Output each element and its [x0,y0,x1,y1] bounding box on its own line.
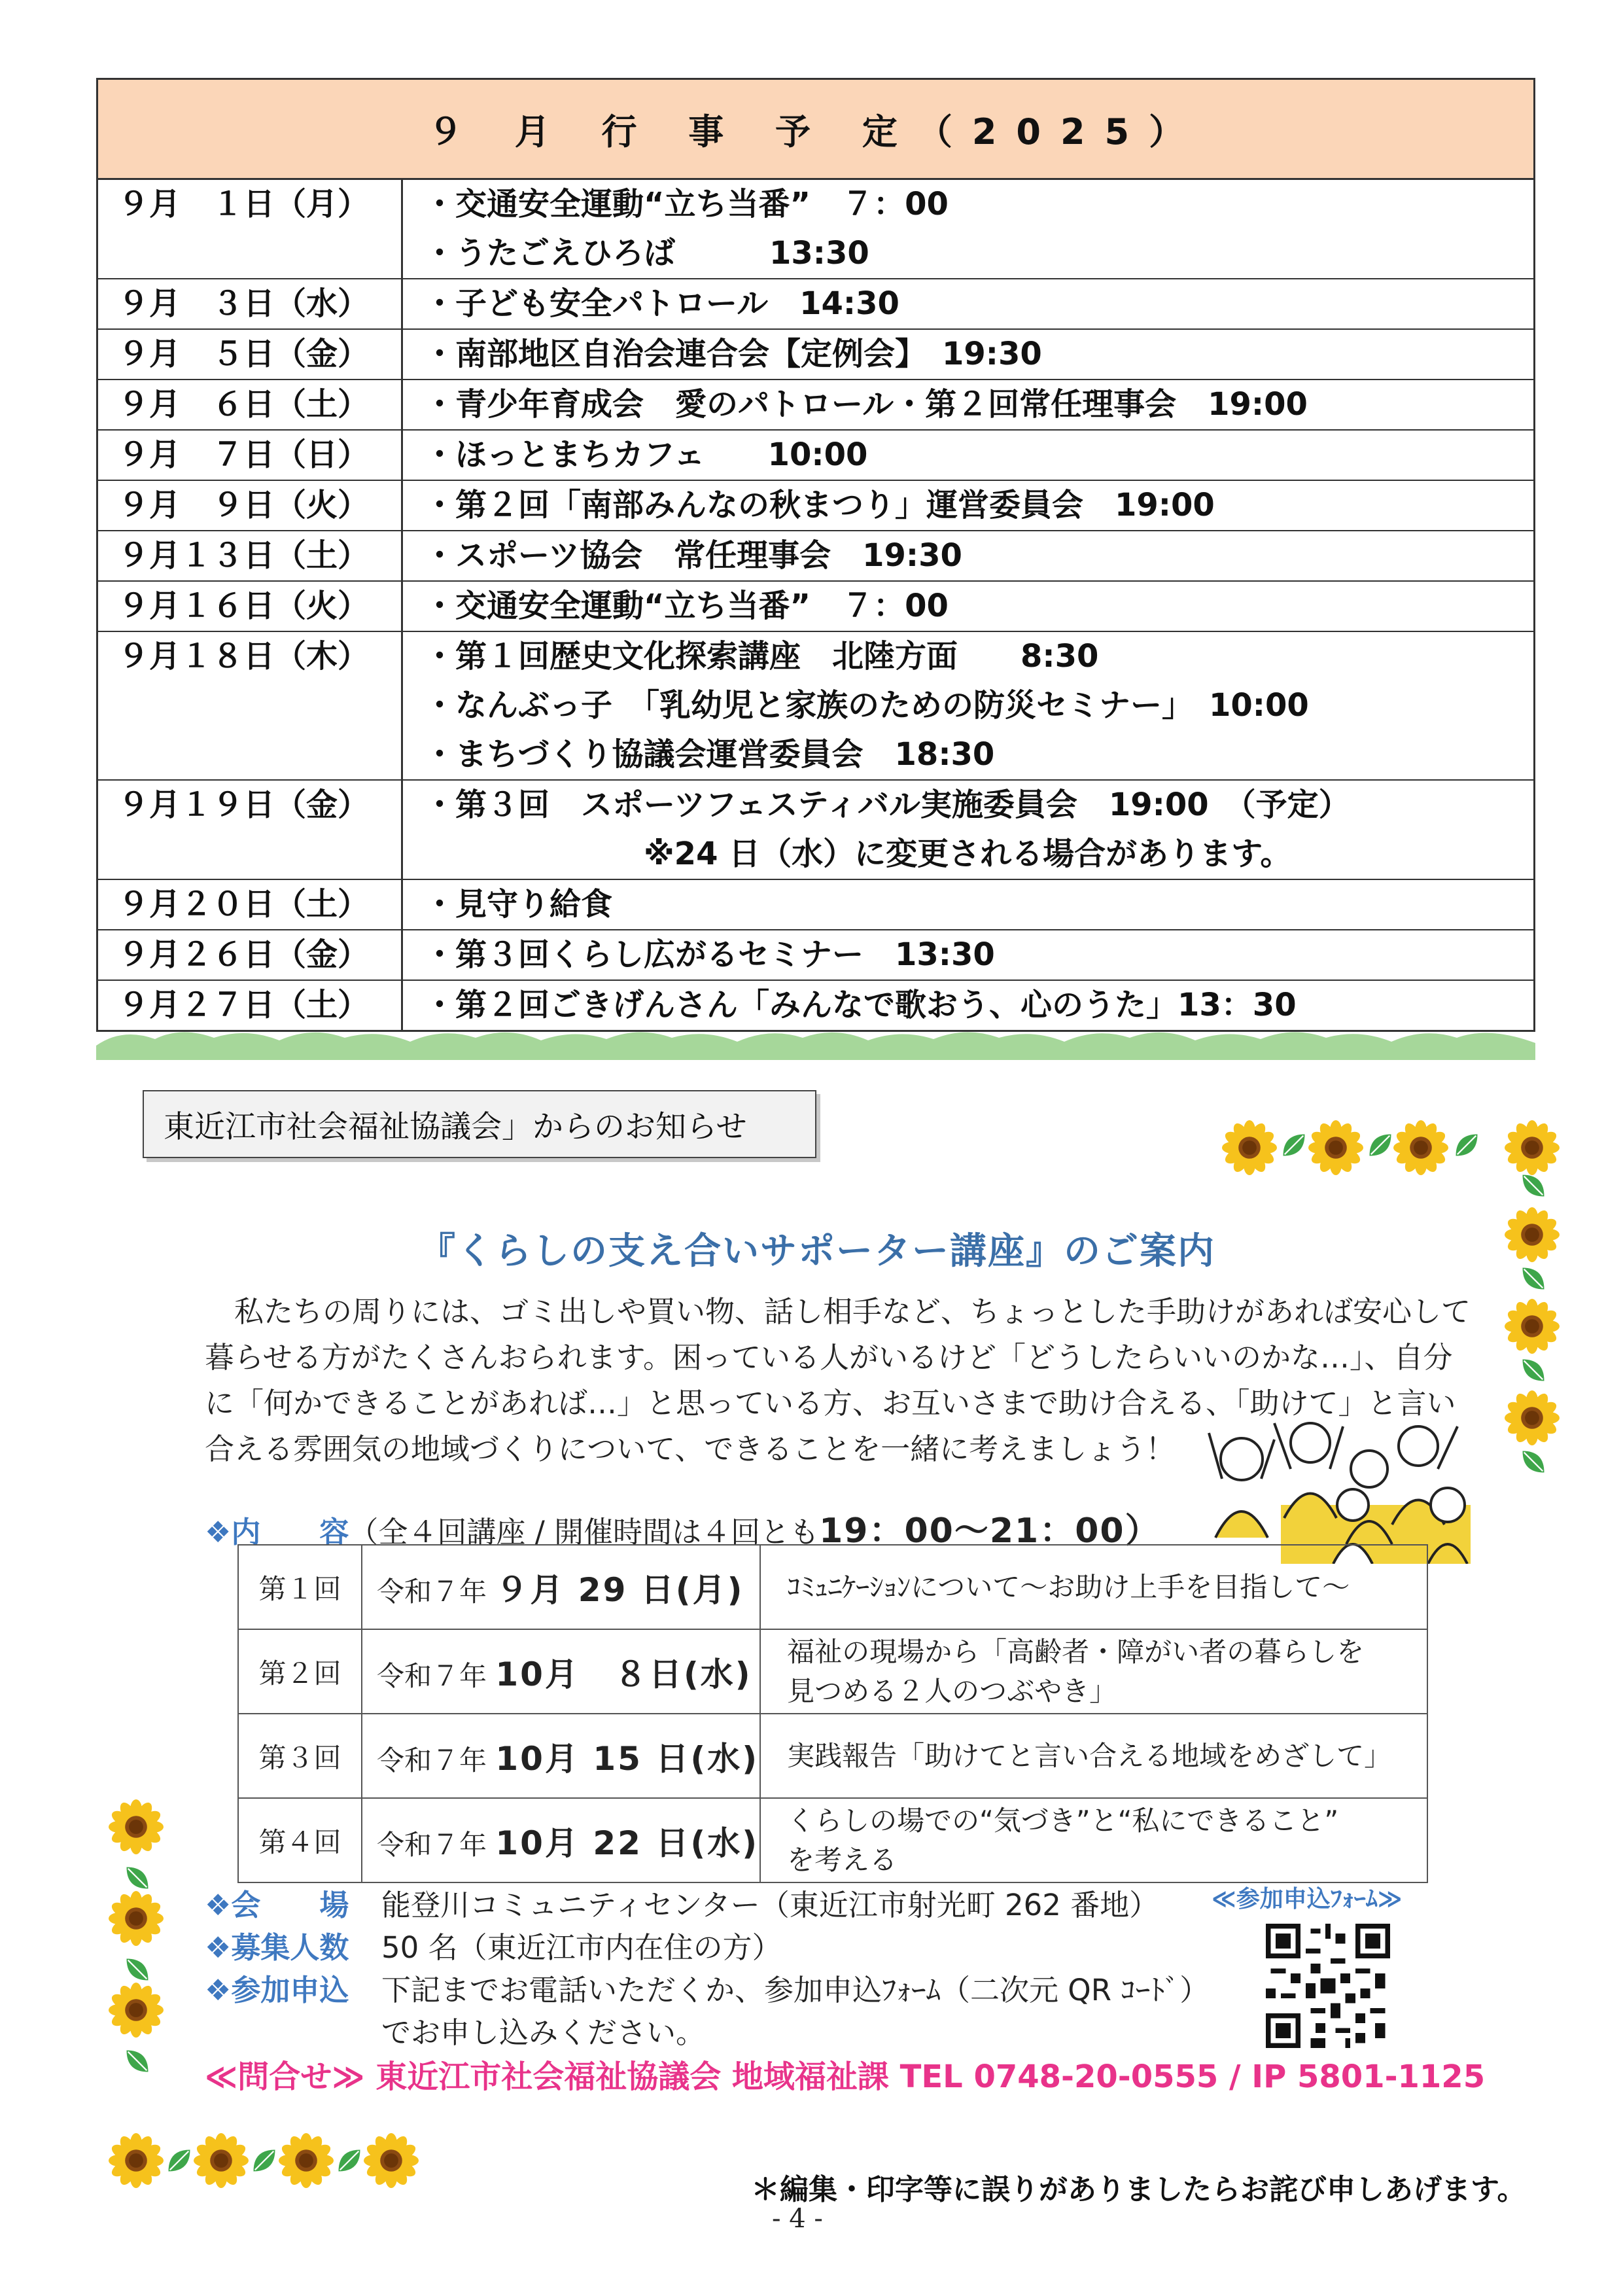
venue-line [205,1881,1159,1924]
schedule-event: ・交通安全運動“立ち当番” ７：00 [424,588,949,624]
schedule-event: ※24 日（水）に変更される場合があります。 [424,836,1292,872]
schedule-event: ・スポーツ協会 常任理事会 19:30 [424,537,962,574]
sunflower-icon [1308,1120,1363,1175]
capacity-line [205,1924,782,1966]
session-row [238,1798,1427,1882]
content-text: （全４回講座 / 開催時間は４回とも [349,1515,820,1549]
schedule-events [403,330,1533,379]
schedule-date: ９月 ９日（火） [98,481,403,530]
schedule-events [403,632,1533,779]
schedule-date: ９月 ７日（日） [98,431,403,480]
session-date: ９月 29 日(月) [495,1570,744,1609]
content-time: 19：00～21：00） [819,1511,1161,1551]
schedule-row [98,781,1533,880]
apply-line [205,1966,1209,2009]
schedule-events [403,781,1533,879]
schedule-date: ９月１６日（火） [98,582,403,631]
people-illustration [1202,1407,1477,1564]
schedule-date: ９月 ６日（土） [98,380,403,429]
schedule-events [403,180,1533,278]
schedule-row [98,632,1533,781]
schedule-date: ９月 ３日（水） [98,279,403,328]
leaf-icon [123,1955,152,1984]
leaf-icon [123,1863,152,1892]
session-row [238,1714,1427,1798]
session-topic: 実践報告「助けてと言い合える地域をめざして」 [787,1739,1392,1772]
schedule-row [98,582,1533,632]
schedule-event: ・子ども安全パトロール 14:30 [424,285,899,322]
session-topic: 福祉の現場から「高齢者・障がい者の暮らしを [787,1635,1365,1668]
session-era: 令和７年 [377,1828,487,1861]
schedule-event: ・南部地区自治会連合会【定例会】 19:30 [424,336,1042,372]
schedule-events [403,279,1533,328]
schedule-row [98,531,1533,582]
leaf-icon [123,2047,152,2075]
schedule-event: ・ほっとまちカフェ 10:00 [424,436,868,473]
leaf-icon [165,2146,194,2175]
schedule-events [403,880,1533,929]
lecture-session-table [237,1544,1428,1883]
intro-line: 私たちの周りには、ゴミ出しや買い物、話し相手など、ちょっとした手助けがあれば安心して [205,1294,1471,1329]
schedule-row [98,481,1533,531]
schedule-event: ・第２回ごきげんさん「みんなで歌おう、心のうた」13：30 [424,987,1297,1023]
leaf-icon [1366,1131,1395,1159]
schedule-row [98,431,1533,481]
schedule-event: ・第３回くらし広がるセミナー 13:30 [424,936,995,973]
schedule-event: ・第１回歴史文化探索講座 北陸方面 8:30 [424,638,1099,675]
session-topic: を考える [787,1843,898,1876]
session-number: 第１回 [238,1545,362,1629]
schedule-event: ・まちづくり協議会運営委員会 18:30 [424,736,995,773]
content-label: ❖内 容 [205,1515,349,1549]
schedule-row [98,880,1533,930]
schedule-event: ・第２回「南部みんなの秋まつり」運営委員会 19:00 [424,487,1215,523]
schedule-events [403,981,1533,1030]
schedule-events [403,531,1533,580]
sunflower-icon [109,1983,164,2038]
session-topic: くらしの場での“気づき”と“私にできること” [787,1804,1339,1837]
schedule-table [96,78,1535,1032]
schedule-date: ９月 ５日（金） [98,330,403,379]
sunflower-icon [109,1891,164,1946]
schedule-row [98,930,1533,981]
schedule-events [403,582,1533,631]
sunflower-icon [194,2133,249,2188]
schedule-date: ９月２７日（土） [98,981,403,1030]
schedule-date: ９月２６日（金） [98,930,403,980]
leaf-icon [1280,1131,1308,1159]
leaf-icon [1519,1171,1548,1200]
schedule-event: ・第３回 スポーツフェスティバル実施委員会 19:00 （予定） [424,786,1350,823]
schedule-events [403,431,1533,480]
sunflower-icon [1505,1299,1560,1354]
schedule-row [98,330,1533,380]
leaf-icon [1452,1131,1481,1159]
session-topic-cell [760,1629,1427,1714]
session-date: 10月 ８日(水) [495,1655,752,1693]
intro-line: 合える雰囲気の地域づくりについて、できることを一緒に考えましょう！ [205,1432,1176,1466]
session-date-cell [362,1714,760,1798]
schedule-row [98,981,1533,1030]
session-topic-cell [760,1545,1427,1629]
session-era: 令和７年 [377,1744,487,1776]
venue-label: ❖会 場 [205,1888,349,1922]
sunflower-icon [1222,1120,1277,1175]
schedule-event: ・なんぶっ子 「乳幼児と家族のための防災セミナー」 10:00 [424,687,1309,724]
capacity-text: 50 名（東近江市内在住の方） [381,1930,782,1965]
schedule-event: ・青少年育成会 愛のパトロール・第２回常任理事会 19:00 [424,386,1308,423]
schedule-date: ９月１８日（木） [98,632,403,779]
session-date: 10月 15 日(水) [495,1739,759,1778]
apply-text: 下記までお電話いただくか、参加申込ﾌｫｰﾑ（二次元 QR ｺｰﾄﾞ） [381,1973,1210,2007]
sunflower-icon [279,2133,334,2188]
apply-label: ❖参加申込 [205,1973,349,2007]
schedule-events [403,481,1533,530]
sunflower-icon [109,1799,164,1854]
sunflower-icon [1505,1207,1560,1262]
leaf-icon [335,2146,364,2175]
notice-label: 東近江市社会福祉協議会」からのお知らせ [164,1108,747,1145]
session-topic-cell [760,1714,1427,1798]
session-date-cell [362,1798,760,1882]
leaf-icon [1519,1264,1548,1293]
schedule-title: ９ 月 行 事 予 定（2025） [98,80,1533,180]
footnote: ＊編集・印字等に誤りがありましたらお詫び申しあげます。 [751,2173,1526,2206]
leaf-icon [250,2146,279,2175]
schedule-row [98,180,1533,279]
session-topic: ｺﾐｭﾆｹｰｼｮﾝについて～お助け上手を目指して～ [787,1570,1350,1603]
schedule-date: ９月１９日（金） [98,781,403,879]
session-date: 10月 22 日(水) [495,1824,759,1862]
apply-form-label: ≪参加申込ﾌｫｰﾑ≫ [1212,1886,1403,1913]
lecture-title: 『くらしの支え合いサポーター講座』のご案内 [419,1230,1215,1273]
sunflower-icon [1505,1390,1560,1445]
contact-line: ≪問合せ≫ 東近江市社会福祉協議会 地域福祉課 TEL 0748-20-0555 / IP 5801-1125 [205,2058,1486,2095]
session-era: 令和７年 [377,1575,487,1608]
session-date-cell [362,1629,760,1714]
session-topic: 見つめる２人のつぶやき」 [787,1674,1117,1707]
capacity-label: ❖募集人数 [205,1930,349,1965]
sunflower-icon [364,2133,419,2188]
session-number: 第２回 [238,1629,362,1714]
sunflower-icon [1505,1120,1560,1175]
session-era: 令和７年 [377,1659,487,1692]
schedule-event: ・交通安全運動“立ち当番” ７：00 [424,186,949,222]
intro-line: に「何かできることがあれば…」と思っている方、お互いさまで助け合える、「助けて」と言い [205,1386,1456,1421]
hill-decoration [96,1026,1535,1060]
qr-code[interactable] [1266,1924,1390,2048]
session-number: 第３回 [238,1714,362,1798]
schedule-row [98,279,1533,330]
schedule-date: ９月 １日（月） [98,180,403,278]
venue-text: 能登川コミュニティセンター（東近江市射光町 262 番地） [381,1888,1159,1922]
sunflower-icon [1393,1120,1448,1175]
schedule-row [98,380,1533,431]
intro-line: 暮らせる方がたくさんおられます。困っている人がいるけど「どうしたらいいのかな…」、自分 [205,1340,1453,1375]
session-date-cell [362,1545,760,1629]
page-number: - 4 - [772,2204,823,2234]
session-row [238,1629,1427,1714]
leaf-icon [1519,1356,1548,1385]
schedule-date: ９月２０日（土） [98,880,403,929]
apply-line-2: でお申し込みください。 [381,2015,706,2050]
sunflower-icon [109,2133,164,2188]
schedule-date: ９月１３日（土） [98,531,403,580]
session-number: 第４回 [238,1798,362,1882]
schedule-events [403,930,1533,980]
schedule-events [403,380,1533,429]
session-row [238,1545,1427,1629]
leaf-icon [1519,1447,1548,1476]
schedule-event: ・見守り給食 [424,886,613,923]
schedule-event: ・うたごえひろば 13:30 [424,235,869,272]
session-topic-cell [760,1798,1427,1882]
notice-label-box [143,1090,816,1158]
